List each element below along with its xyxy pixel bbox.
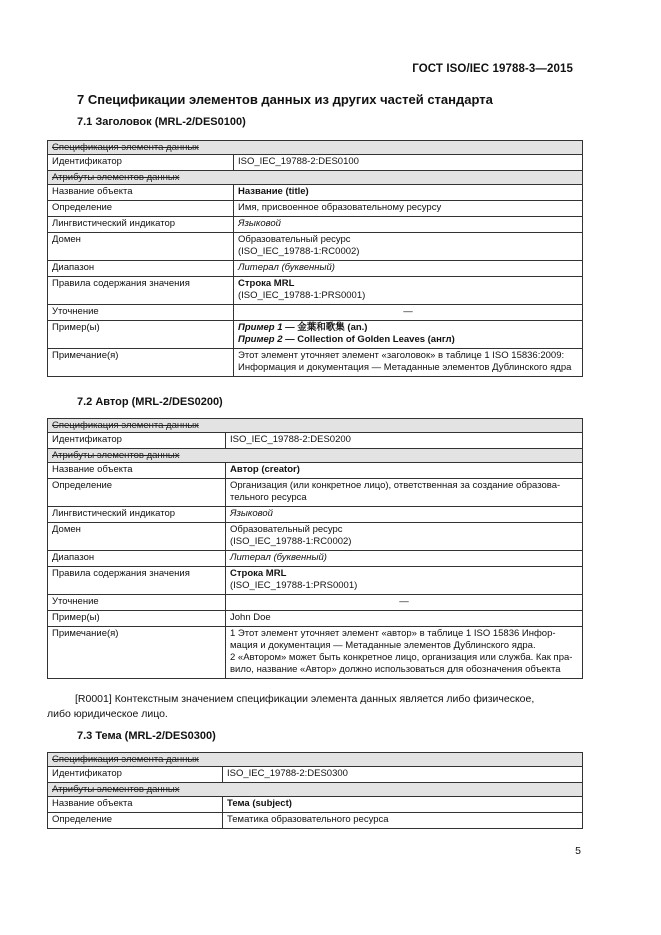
- identifier-value: ISO_IEC_19788-2:DES0100: [234, 155, 583, 171]
- section-title: 7 Спецификации элементов данных из других частей стандарта: [77, 92, 493, 107]
- row-label: Определение: [48, 201, 234, 217]
- row-label: Правила содержания значения: [48, 277, 234, 305]
- row-label: Диапазон: [48, 551, 226, 567]
- definition-value: Имя, присвоенное образовательному ресурсу: [234, 201, 583, 217]
- spec-header: Спецификация элемента данных: [48, 753, 583, 767]
- identifier-value: ISO_IEC_19788-2:DES0200: [226, 433, 583, 449]
- row-label: Лингвистический индикатор: [48, 217, 234, 233]
- requirement-paragraph: [R0001] Контекстным значением спецификации элемента данных является либо физическое, либо юридическое лицо.: [47, 693, 535, 720]
- table-row: [48, 433, 583, 449]
- row-label: Лингвистический индикатор: [48, 507, 226, 523]
- row-label: Название объекта: [48, 797, 223, 813]
- document-code: ГОСТ ISO/IEC 19788-3—2015: [412, 63, 573, 75]
- spec-table-creator: [47, 418, 583, 679]
- table-row: [48, 783, 583, 797]
- row-label: Идентификатор: [48, 433, 226, 449]
- table-row: [48, 797, 583, 813]
- notes-value: 1 Этот элемент уточняет элемент «автор» в таблице 1 ISO 15836 Инфор- мация и документация — Метаданные элементов Дублинского ядра. 2 «Автором» может быть конкретное лицо, организация или служба. Как пра- вило, название «Автор» должно использоваться для обозначения объекта: [226, 627, 583, 679]
- refinement-value: —: [226, 595, 583, 611]
- table-row: [48, 523, 583, 551]
- row-label: Примечание(я): [48, 349, 234, 377]
- table-row: [48, 567, 583, 595]
- row-label: Название объекта: [48, 185, 234, 201]
- range-value: Литерал (буквенный): [226, 551, 583, 567]
- row-label: Уточнение: [48, 595, 226, 611]
- table-row: [48, 595, 583, 611]
- spec-header: Спецификация элемента данных: [48, 419, 583, 433]
- table-row: [48, 261, 583, 277]
- attributes-header: Атрибуты элементов данных: [48, 171, 583, 185]
- table-row: [48, 155, 583, 171]
- row-label: Правила содержания значения: [48, 567, 226, 595]
- table-row: [48, 185, 583, 201]
- rules-value: Строка MRL (ISO_IEC_19788-1:PRS0001): [234, 277, 583, 305]
- table-row: [48, 449, 583, 463]
- row-label: Пример(ы): [48, 611, 226, 627]
- table-row: [48, 305, 583, 321]
- row-label: Домен: [48, 233, 234, 261]
- table-row: [48, 201, 583, 217]
- table-row: [48, 141, 583, 155]
- domain-value: Образовательный ресурс (ISO_IEC_19788-1:RC0002): [234, 233, 583, 261]
- notes-value: Этот элемент уточняет элемент «заголовок» в таблице 1 ISO 15836:2009: Информация и документация — Метаданные элементов Дублинского ядра: [234, 349, 583, 377]
- page-number: 5: [575, 845, 581, 857]
- table-row: [48, 767, 583, 783]
- table-row: [48, 479, 583, 507]
- row-label: Пример(ы): [48, 321, 234, 349]
- range-value: Литерал (буквенный): [234, 261, 583, 277]
- table-row: [48, 171, 583, 185]
- domain-value: Образовательный ресурс (ISO_IEC_19788-1:RC0002): [226, 523, 583, 551]
- subsection-title-7-2: 7.2 Автор (MRL-2/DES0200): [77, 396, 223, 408]
- row-label: Уточнение: [48, 305, 234, 321]
- table-row: [48, 507, 583, 523]
- definition-value: Организация (или конкретное лицо), ответственная за создание образова- тельного ресурса: [226, 479, 583, 507]
- row-label: Название объекта: [48, 463, 226, 479]
- refinement-value: —: [234, 305, 583, 321]
- attributes-header: Атрибуты элементов данных: [48, 449, 583, 463]
- row-label: Домен: [48, 523, 226, 551]
- identifier-value: ISO_IEC_19788-2:DES0300: [223, 767, 583, 783]
- object-name-value: Тема (subject): [223, 797, 583, 813]
- table-row: [48, 753, 583, 767]
- row-label: Диапазон: [48, 261, 234, 277]
- definition-value: Тематика образовательного ресурса: [223, 813, 583, 829]
- subsection-title-7-1: 7.1 Заголовок (MRL-2/DES0100): [77, 116, 246, 128]
- table-row: [48, 419, 583, 433]
- table-row: [48, 349, 583, 377]
- table-row: [48, 611, 583, 627]
- table-row: [48, 277, 583, 305]
- row-label: Идентификатор: [48, 155, 234, 171]
- table-row: [48, 321, 583, 349]
- rules-value: Строка MRL (ISO_IEC_19788-1:PRS0001): [226, 567, 583, 595]
- examples-value: John Doe: [226, 611, 583, 627]
- object-name-value: Автор (creator): [226, 463, 583, 479]
- table-row: [48, 463, 583, 479]
- spec-header: Спецификация элемента данных: [48, 141, 583, 155]
- linguistic-value: Языковой: [234, 217, 583, 233]
- row-label: Идентификатор: [48, 767, 223, 783]
- attributes-header: Атрибуты элементов данных: [48, 783, 583, 797]
- subsection-title-7-3: 7.3 Тема (MRL-2/DES0300): [77, 730, 216, 742]
- object-name-value: Название (title): [234, 185, 583, 201]
- row-label: Определение: [48, 813, 223, 829]
- spec-table-subject: [47, 752, 583, 829]
- examples-value: Пример 1 — 金葉和歌集 (an.) Пример 2 — Collection of Golden Leaves (англ): [234, 321, 583, 349]
- row-label: Определение: [48, 479, 226, 507]
- spec-table-title: [47, 140, 583, 377]
- table-row: [48, 551, 583, 567]
- table-row: [48, 217, 583, 233]
- table-row: [48, 627, 583, 679]
- table-row: [48, 233, 583, 261]
- linguistic-value: Языковой: [226, 507, 583, 523]
- row-label: Примечание(я): [48, 627, 226, 679]
- table-row: [48, 813, 583, 829]
